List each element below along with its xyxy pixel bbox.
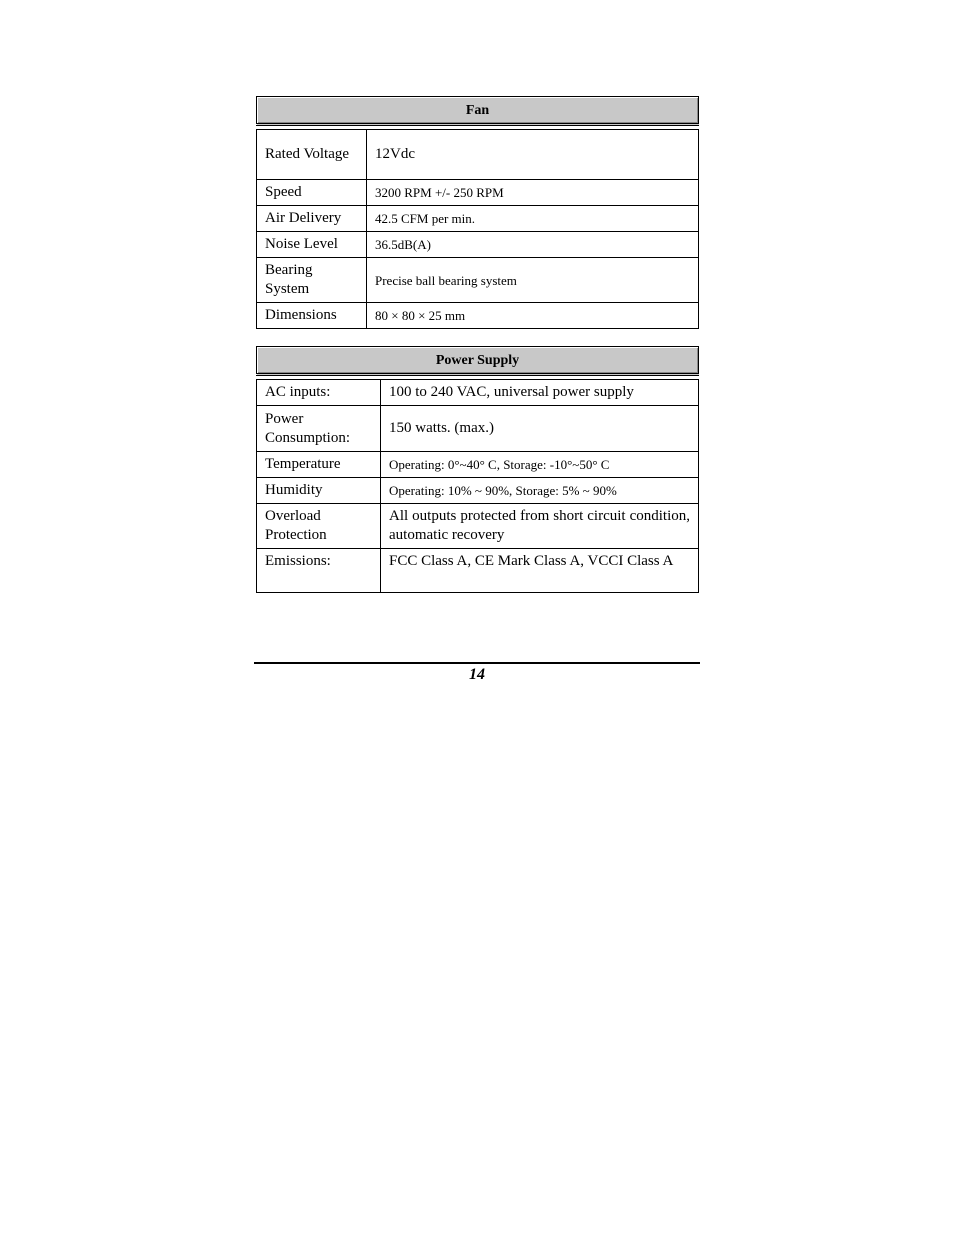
fan-row-dimensions	[257, 303, 699, 329]
power-row-temperature	[257, 452, 699, 478]
power-row-humidity	[257, 478, 699, 504]
power-row-ac-inputs	[257, 380, 699, 406]
fan-label-rated-voltage: Rated Voltage	[257, 130, 367, 180]
fan-row-speed	[257, 180, 699, 206]
power-row-power-consumption	[257, 406, 699, 452]
power-label-temperature: Temperature	[257, 452, 381, 478]
fan-header-row	[257, 97, 699, 125]
fan-label-air-delivery: Air Delivery	[257, 206, 367, 232]
power-label-humidity: Humidity	[257, 478, 381, 504]
fan-value-speed: 3200 RPM +/- 250 RPM	[367, 180, 699, 206]
fan-value-bearing-system: Precise ball bearing system	[367, 258, 699, 303]
page-number: 14	[469, 666, 485, 683]
fan-label-dimensions: Dimensions	[257, 303, 367, 329]
power-row-emissions	[257, 549, 699, 593]
fan-table-title: Fan	[257, 97, 699, 125]
fan-label-noise-level: Noise Level	[257, 232, 367, 258]
power-label-ac-inputs: AC inputs:	[257, 380, 381, 406]
power-value-power-consumption: 150 watts. (max.)	[381, 406, 699, 452]
power-value-overload-protection: All outputs protected from short circuit condition, automatic recovery	[381, 504, 699, 549]
power-label-emissions: Emissions:	[257, 549, 381, 593]
fan-value-air-delivery: 42.5 CFM per min.	[367, 206, 699, 232]
fan-label-bearing-system: Bearing System	[257, 258, 367, 303]
fan-row-rated-voltage	[257, 130, 699, 180]
power-value-humidity: Operating: 10% ~ 90%, Storage: 5% ~ 90%	[381, 478, 699, 504]
power-label-overload-protection: Overload Protection	[257, 504, 381, 549]
power-value-emissions: FCC Class A, CE Mark Class A, VCCI Class A	[381, 549, 699, 593]
fan-spec-table	[256, 96, 699, 329]
fan-value-dimensions: 80 × 80 × 25 mm	[367, 303, 699, 329]
fan-row-bearing-system	[257, 258, 699, 303]
footer-rule	[254, 662, 700, 664]
fan-row-noise-level	[257, 232, 699, 258]
power-label-power-consumption: Power Consumption:	[257, 406, 381, 452]
power-table-title: Power Supply	[257, 347, 699, 375]
fan-label-speed: Speed	[257, 180, 367, 206]
power-header-row	[257, 347, 699, 375]
fan-value-rated-voltage: 12Vdc	[367, 130, 699, 180]
fan-row-air-delivery	[257, 206, 699, 232]
power-value-ac-inputs: 100 to 240 VAC, universal power supply	[381, 380, 699, 406]
fan-value-noise-level: 36.5dB(A)	[367, 232, 699, 258]
power-row-overload-protection	[257, 504, 699, 549]
power-supply-spec-table	[256, 346, 699, 593]
power-value-temperature: Operating: 0°~40° C, Storage: -10°~50° C	[381, 452, 699, 478]
